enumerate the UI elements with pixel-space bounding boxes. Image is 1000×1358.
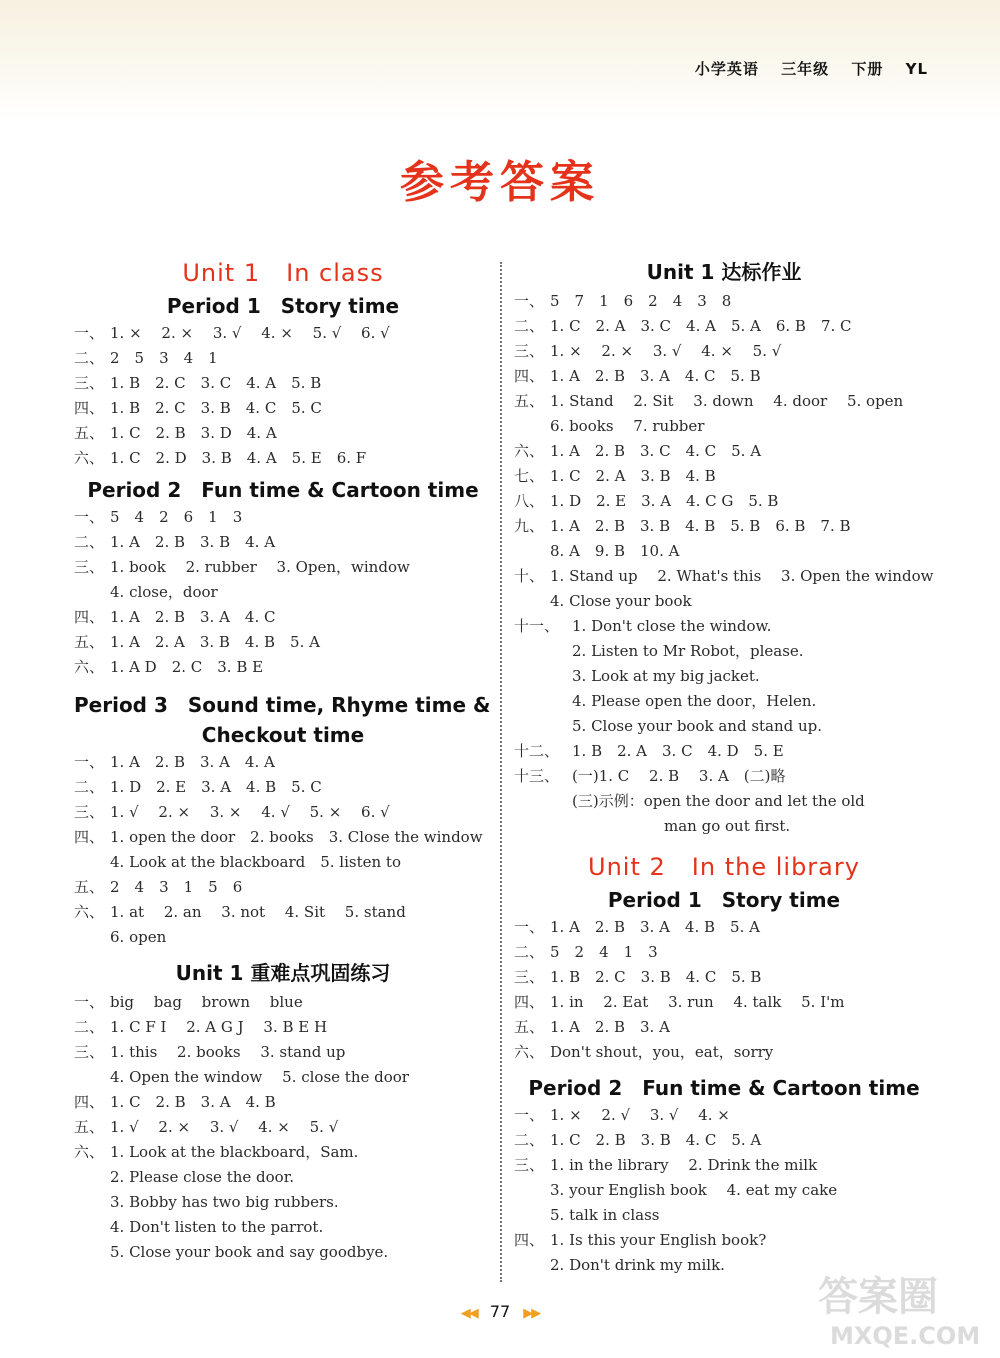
watermark-cn-text: 答案圈: [818, 1274, 938, 1320]
answer-line: [74, 396, 492, 421]
u1-period2-answers: [74, 505, 492, 680]
answer-line: [74, 630, 492, 655]
answer-text: 4. Look at the blackboard 5. listen to: [110, 853, 401, 871]
question-number: 一、: [74, 324, 105, 342]
answer-line: [514, 514, 934, 539]
answer-text: 4. Close your book: [550, 592, 692, 610]
answer-text: 1. in 2. Eat 3. run 4. talk 5. I'm: [550, 993, 845, 1011]
answer-text: 1. A 2. B 3. B 4. B 5. B 6. B 7. B: [550, 517, 851, 535]
answer-line: [514, 940, 934, 965]
question-number: 五、: [74, 633, 105, 651]
question-number: 二、: [74, 349, 105, 367]
u1-test-answers: [514, 289, 934, 614]
u2-period2-answers: [514, 1103, 934, 1278]
answer-text: 1. × 2. × 3. √ 4. × 5. √: [550, 342, 782, 360]
answer-line: [74, 580, 492, 605]
answer-text: 3. your English book 4. eat my cake: [550, 1181, 838, 1199]
answer-text: 1. A 2. B 3. A 4. B 5. A: [550, 918, 760, 936]
question-number: 四、: [514, 1231, 545, 1249]
u1-period2-title: Period 2 Fun time & Cartoon time: [87, 478, 479, 502]
answer-text: big bag brown blue: [110, 993, 303, 1011]
answer-text: 1. C 2. A 3. B 4. B: [550, 467, 716, 485]
unit2-title: [514, 849, 934, 885]
answer-line: [514, 664, 934, 689]
question-number: 六、: [514, 1043, 545, 1061]
question-number: 三、: [74, 558, 105, 576]
answer-line: [514, 464, 934, 489]
answer-line: [514, 314, 934, 339]
answer-line: [514, 1178, 934, 1203]
answer-line: [514, 764, 934, 789]
answer-line: [514, 714, 934, 739]
answer-text: 1. Look at the blackboard，Sam.: [110, 1143, 359, 1161]
question-number: 五、: [514, 392, 545, 410]
answer-line: [514, 489, 934, 514]
answer-line: [74, 1090, 492, 1115]
unit1-title-name: In class: [286, 259, 384, 287]
u2-period2-title: Period 2 Fun time & Cartoon time: [528, 1076, 920, 1100]
question-number: 十三、: [514, 767, 560, 785]
answer-text: 5 4 2 6 1 3: [110, 508, 243, 526]
answer-text: 1. D 2. E 3. A 4. B 5. C: [110, 778, 322, 796]
watermark-logo: [810, 1262, 990, 1352]
answer-text: 5. Close your book and stand up.: [572, 717, 823, 735]
question-number: 六、: [514, 442, 545, 460]
answer-text: 1. A 2. B 3. A: [550, 1018, 670, 1036]
answer-text: 4. close，door: [110, 583, 218, 601]
answer-line: [514, 789, 934, 814]
answer-text: 1. B 2. C 3. B 4. C 5. C: [110, 399, 322, 417]
answer-text: 3. Look at my big jacket.: [572, 667, 760, 685]
u1-review-title: Unit 1 重难点巩固练习: [175, 961, 391, 985]
answer-text: 1. book 2. rubber 3. Open，window: [110, 558, 410, 576]
answer-line: [514, 564, 934, 589]
answer-line: [74, 825, 492, 850]
question-number: 五、: [74, 1118, 105, 1136]
grade-label: 三年级: [781, 60, 830, 78]
answer-line: [514, 389, 934, 414]
answer-text: 1. C 2. B 3. B 4. C 5. A: [550, 1131, 762, 1149]
answer-text: 8. A 9. B 10. A: [550, 542, 680, 560]
answer-line: [74, 750, 492, 775]
page-title: 参考答案: [400, 157, 600, 208]
question-number: 十二、: [514, 742, 560, 760]
question-number: 一、: [74, 993, 105, 1011]
answer-line: [514, 439, 934, 464]
answer-text: 5 2 4 1 3: [550, 943, 658, 961]
answer-line: [514, 1040, 934, 1065]
book-info: [679, 58, 928, 79]
answer-text: 1. √ 2. × 3. √ 4. × 5. √: [110, 1118, 339, 1136]
answer-line: [514, 589, 934, 614]
question-number: 三、: [74, 803, 105, 821]
answer-line: [514, 915, 934, 940]
answer-text: 1. Is this your English book?: [550, 1231, 767, 1249]
answer-text: 1. A 2. B 3. A 4. C: [110, 608, 276, 626]
answer-text: 1. at 2. an 3. not 4. Sit 5. stand: [110, 903, 406, 921]
answer-line: [514, 965, 934, 990]
answer-line: [74, 875, 492, 900]
answer-line: [74, 925, 492, 950]
answer-text: 1. in the library 2. Drink the milk: [550, 1156, 818, 1174]
unit2-title-number: Unit 2: [588, 853, 666, 881]
question-number: 一、: [514, 292, 545, 310]
edition-label: YL: [905, 60, 928, 78]
u1-period3-title-line2: Checkout time: [201, 723, 365, 747]
answer-line: [74, 1215, 492, 1240]
answer-text: 1. A 2. A 3. B 4. B 5. A: [110, 633, 320, 651]
answer-text: 1. A 2. B 3. C 4. C 5. A: [550, 442, 762, 460]
question-number: 一、: [74, 508, 105, 526]
answer-text: man go out first.: [664, 817, 791, 835]
answer-text: (三)示例：open the door and let the old: [572, 792, 865, 810]
answer-text: 1. B 2. A 3. C 4. D 5. E: [572, 742, 784, 760]
answer-text: 5. talk in class: [550, 1206, 660, 1224]
column-divider: [500, 262, 502, 1282]
question-number: 四、: [514, 367, 545, 385]
answer-line: [74, 321, 492, 346]
question-number: 一、: [514, 918, 545, 936]
question-number: 六、: [74, 1143, 105, 1161]
left-column: [74, 255, 492, 1265]
answer-text: 2 5 3 4 1: [110, 349, 218, 367]
answer-line: [74, 346, 492, 371]
answer-text: 6. books 7. rubber: [550, 417, 705, 435]
answer-text: 2. Listen to Mr Robot，please.: [572, 642, 804, 660]
u2-period1-answers: [514, 915, 934, 1065]
answer-line: [74, 605, 492, 630]
answer-text: 6. open: [110, 928, 167, 946]
answer-line: [514, 339, 934, 364]
answer-text: 1. A 2. B 3. A 4. A: [110, 753, 275, 771]
question-number: 四、: [74, 608, 105, 626]
question-number: 十一、: [514, 617, 560, 635]
question-number: 四、: [74, 1093, 105, 1111]
question-number: 八、: [514, 492, 545, 510]
answer-text: (一)1. C 2. B 3. A (二)略: [572, 767, 786, 785]
answer-text: 2 4 3 1 5 6: [110, 878, 243, 896]
answer-line: [74, 800, 492, 825]
answer-line: [74, 775, 492, 800]
answer-line: [74, 990, 492, 1015]
question-number: 三、: [514, 968, 545, 986]
u1-period1-title: Period 1 Story time: [166, 294, 400, 318]
volume-label: 下册: [851, 60, 884, 78]
question-number: 二、: [74, 533, 105, 551]
answer-line: [74, 1015, 492, 1040]
answer-line: [74, 371, 492, 396]
answer-text: 1. C 2. B 3. A 4. B: [110, 1093, 276, 1111]
answer-text: 1. × 2. √ 3. √ 4. ×: [550, 1106, 730, 1124]
answer-line: [74, 1240, 492, 1265]
answer-line: [74, 850, 492, 875]
question-number: 九、: [514, 517, 545, 535]
answer-line: [74, 421, 492, 446]
watermark-icon: [810, 1262, 990, 1352]
answer-text: 1. B 2. C 3. B 4. C 5. B: [550, 968, 762, 986]
answer-line: [74, 1040, 492, 1065]
question-number: 一、: [74, 753, 105, 771]
answer-line: [514, 739, 934, 764]
question-number: 五、: [74, 878, 105, 896]
question-number: 四、: [74, 828, 105, 846]
answer-line: [74, 1140, 492, 1165]
answer-line: [514, 1128, 934, 1153]
watermark-en-text: MXQE.COM: [830, 1322, 981, 1350]
question-number: 一、: [514, 1106, 545, 1124]
answer-text: 4. Open the window 5. close the door: [110, 1068, 409, 1086]
answer-text: 1. √ 2. × 3. × 4. √ 5. × 6. √: [110, 803, 390, 821]
answer-line: [514, 1228, 934, 1253]
answer-text: 4. Please open the door，Helen.: [572, 692, 817, 710]
answer-line: [514, 1015, 934, 1040]
question-number: 五、: [514, 1018, 545, 1036]
answer-text: 1. C 2. B 3. D 4. A: [110, 424, 277, 442]
prev-arrows-icon: ◀◀: [460, 1306, 477, 1321]
answer-line: [514, 289, 934, 314]
answer-text: 1. C F I 2. A G J 3. B E H: [110, 1018, 328, 1036]
unit2-title-name: In the library: [691, 853, 860, 881]
answer-text: 1. B 2. C 3. C 4. A 5. B: [110, 374, 322, 392]
answer-line: [74, 900, 492, 925]
answer-line: [514, 1103, 934, 1128]
question-number: 二、: [514, 1131, 545, 1149]
question-number: 六、: [74, 658, 105, 676]
question-number: 三、: [514, 1156, 545, 1174]
question-number: 七、: [514, 467, 545, 485]
question-number: 四、: [74, 399, 105, 417]
answer-line: [74, 446, 492, 471]
answer-line: [74, 1065, 492, 1090]
answer-line: [514, 639, 934, 664]
right-column: [514, 255, 934, 1278]
answer-text: 1. × 2. × 3. √ 4. × 5. √ 6. √: [110, 324, 390, 342]
next-arrows-icon: ▶▶: [523, 1306, 540, 1321]
answer-text: 1. C 2. A 3. C 4. A 5. A 6. B 7. C: [550, 317, 852, 335]
answer-text: 1. Stand up 2. What's this 3. Open the window: [550, 567, 934, 585]
answer-line: [514, 689, 934, 714]
unit1-title-number: Unit 1: [182, 259, 261, 287]
answer-line: [74, 1165, 492, 1190]
answer-line: [514, 614, 934, 639]
question-number: 三、: [74, 374, 105, 392]
answer-text: Don't shout，you，eat，sorry: [550, 1043, 774, 1061]
answer-line: [514, 990, 934, 1015]
u1-test-answers-cont: [514, 614, 934, 839]
u1-period1-answers: [74, 321, 492, 471]
answer-text: 1. D 2. E 3. A 4. C G 5. B: [550, 492, 779, 510]
answer-text: 4. Don't listen to the parrot.: [110, 1218, 324, 1236]
u1-review-answers: [74, 990, 492, 1265]
answer-text: 5. Close your book and say goodbye.: [110, 1243, 389, 1261]
answer-text: 3. Bobby has two big rubbers.: [110, 1193, 339, 1211]
question-number: 三、: [514, 342, 545, 360]
answer-line: [514, 414, 934, 439]
unit1-title: [74, 255, 492, 291]
answer-text: 1. A D 2. C 3. B E: [110, 658, 264, 676]
question-number: 四、: [514, 993, 545, 1011]
u2-period1-title: Period 1 Story time: [607, 888, 841, 912]
answer-text: 5 7 1 6 2 4 3 8: [550, 292, 732, 310]
answer-line: [74, 505, 492, 530]
answer-line: [514, 364, 934, 389]
answer-line: [74, 655, 492, 680]
answer-text: 1. A 2. B 3. A 4. C 5. B: [550, 367, 761, 385]
answer-line: [514, 814, 934, 839]
answer-text: 1. Don't close the window.: [572, 617, 772, 635]
answer-line: [74, 1115, 492, 1140]
question-number: 六、: [74, 449, 105, 467]
answer-text: 2. Don't drink my milk.: [550, 1256, 725, 1274]
u1-test-title: Unit 1 达标作业: [646, 260, 802, 284]
answer-text: 1. open the door 2. books 3. Close the window: [110, 828, 483, 846]
question-number: 六、: [74, 903, 105, 921]
question-number: 二、: [514, 317, 545, 335]
question-number: 二、: [74, 778, 105, 796]
u1-period3-title-line1: Period 3 Sound time, Rhyme time &: [74, 693, 491, 717]
question-number: 二、: [74, 1018, 105, 1036]
question-number: 五、: [74, 424, 105, 442]
question-number: 二、: [514, 943, 545, 961]
question-number: 十、: [514, 567, 545, 585]
answer-line: [74, 1190, 492, 1215]
answer-text: 1. A 2. B 3. B 4. A: [110, 533, 276, 551]
subject-label: 小学英语: [694, 60, 759, 78]
answer-text: 1. Stand 2. Sit 3. down 4. door 5. open: [550, 392, 904, 410]
answer-line: [514, 539, 934, 564]
answer-text: 1. C 2. D 3. B 4. A 5. E 6. F: [110, 449, 367, 467]
answer-text: 1. this 2. books 3. stand up: [110, 1043, 346, 1061]
answer-text: 2. Please close the door.: [110, 1168, 294, 1186]
answer-line: [74, 530, 492, 555]
page-number: 77: [489, 1302, 511, 1321]
u1-period3-answers: [74, 750, 492, 950]
question-number: 三、: [74, 1043, 105, 1061]
answer-line: [74, 555, 492, 580]
answer-line: [514, 1203, 934, 1228]
answer-line: [514, 1153, 934, 1178]
